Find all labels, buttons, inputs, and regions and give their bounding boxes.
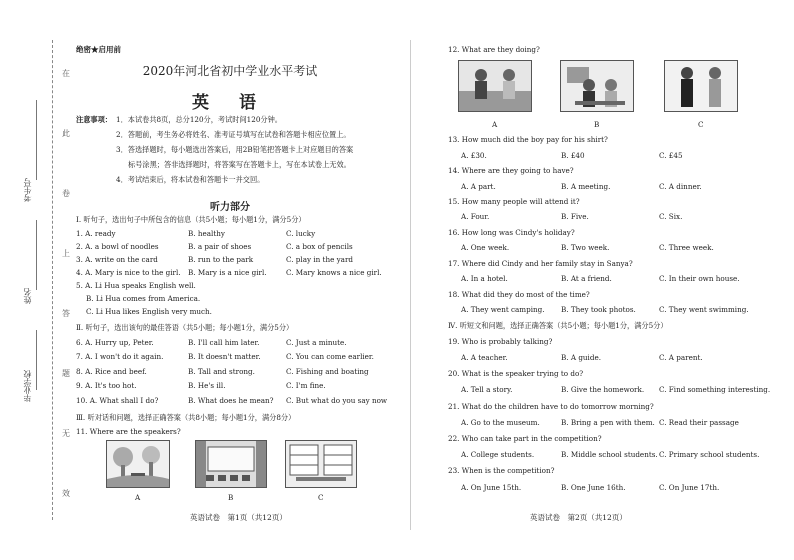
kitchen-picture (458, 60, 532, 112)
page-footer: 英语试卷 第1页（共12页） (190, 513, 287, 522)
option-b: B. They took photos. (561, 305, 636, 314)
park-scene-icon (107, 441, 169, 487)
field-name: 姓名 (23, 288, 32, 304)
people-cooking-icon (459, 61, 531, 111)
option-c: C. Find something interesting. (659, 385, 771, 394)
option-b: B. healthy (188, 229, 225, 238)
question-1: 1. A. ready (76, 229, 116, 238)
note-item: 1．本试卷共8页，总分120分，考试时间120分钟。 (116, 115, 282, 124)
page-footer: 英语试卷 第2页（共12页） (530, 513, 627, 522)
note-item: 2．答题前，考生务必将姓名、准考证号填写在试卷和答题卡相应位置上。 (116, 130, 351, 139)
question-8: 8. A. Rice and beef. (76, 367, 147, 376)
question-10: 10. A. What shall I do? (76, 396, 159, 405)
option-c: C. Mary knows a nice girl. (286, 268, 382, 277)
exam-title: 2020年河北省初中学业水平考试 (142, 64, 318, 78)
option-a: A. One week. (461, 243, 510, 252)
question-15: 15. How many people will attend it? (448, 197, 580, 206)
option-a: A. A teacher. (461, 353, 508, 362)
picture-label: C (698, 120, 704, 129)
question-17: 17. Where did Cindy and her family stay in Sanya? (448, 259, 633, 268)
listening-section-title: 听力部分 (210, 202, 250, 213)
question-22: 22. Who can take part in the competition? (448, 434, 602, 443)
option-c: C. They went swimming. (659, 305, 749, 314)
question-3: 3. A. write on the card (76, 255, 158, 264)
binding-cut-line (52, 40, 53, 520)
option-b: B. a pair of shoes (188, 242, 252, 251)
library-scene-icon (286, 441, 356, 487)
option-c: C. lucky (286, 229, 316, 238)
option-b: B. Bring a pen with them. (561, 418, 655, 427)
option-b: B. Give the homework. (561, 385, 645, 394)
section-2-instructions: Ⅱ. 听句子，选出该句的最佳答语（共5小题；每小题1分，满分5分） (76, 323, 294, 332)
question-9: 9. A. It's too hot. (76, 381, 137, 390)
option-c: C. Read their passage (659, 418, 739, 427)
option-c: C. play in the yard (286, 255, 353, 264)
picture-label: A (135, 493, 141, 502)
cinema-scene-icon (196, 441, 266, 487)
option-b: B. I'll call him later. (188, 338, 260, 347)
note-item: 4．考试结束后，将本试卷和答题卡一并交回。 (116, 175, 265, 184)
option-c: C. In their own house. (659, 274, 740, 283)
question-4: 4. A. Mary is nice to the girl. (76, 268, 181, 277)
note-item: 标号涂黑；答非选择题时，将答案写在答题卡上，写在本试卷上无效。 (128, 160, 351, 169)
option-b: B. Five. (561, 212, 589, 221)
seal-char: 此 (62, 129, 70, 138)
option-c: C. a box of pencils (286, 242, 353, 251)
question-6: 6. A. Hurry up, Peter. (76, 338, 154, 347)
option-a: A. Tell a story. (461, 385, 513, 394)
option-a: A. Go to the museum. (461, 418, 540, 427)
notes-title: 注意事项： (76, 115, 112, 124)
option-c: C. A dinner. (659, 182, 702, 191)
question-20: 20. What is the speaker trying to do? (448, 369, 584, 378)
option-a: A. They went camping. (461, 305, 545, 314)
option-b: B. One June 16th. (561, 483, 626, 492)
question-12: 12. What are they doing? (448, 45, 540, 54)
question-18: 18. What did they do most of the time? (448, 290, 590, 299)
section-4-instructions: Ⅳ. 听短文和问题，选择正确答案（共5小题；每小题1分，满分5分） (448, 321, 668, 330)
note-item: 3．答选择题时，每小题选出答案后，用2B铅笔把答题卡上对应题目的答案 (116, 145, 354, 154)
seal-char: 题 (62, 369, 70, 378)
cinema-picture (195, 440, 267, 488)
option-c: C. On June 17th. (659, 483, 720, 492)
option-c: C. Just a minute. (286, 338, 347, 347)
seal-char: 无 (62, 429, 70, 438)
option-a: A. Four. (461, 212, 490, 221)
question-11: 11. Where are the speakers? (76, 427, 181, 436)
option-b: B. He's ill. (188, 381, 226, 390)
option-c: C. Primary school students. (659, 450, 760, 459)
option-c: C. Six. (659, 212, 683, 221)
option-c: C. But what do you say now (286, 396, 388, 405)
question-21: 21. What do the children have to do tomorrow morning? (448, 402, 654, 411)
question-14: 14. Where are they going to have? (448, 166, 574, 175)
field-school: 毕业学校 (23, 370, 32, 402)
option-a: A. College students. (461, 450, 535, 459)
question-2: 2. A. a bowl of noodles (76, 242, 159, 251)
picture-label: C (318, 493, 324, 502)
question-13: 13. How much did the boy pay for his shirt? (448, 135, 608, 144)
question-19: 19. Who is probably talking? (448, 337, 553, 346)
option-b: B. Tall and strong. (188, 367, 255, 376)
question-16: 16. How long was Cindy's holiday? (448, 228, 575, 237)
section-3-instructions: Ⅲ. 听对话和问题，选择正确答案（共8小题；每小题1分，满分8分） (76, 413, 296, 422)
seal-char: 效 (62, 489, 70, 498)
option-b: B. A guide. (561, 353, 601, 362)
field-underline (36, 100, 37, 180)
park-picture (106, 440, 170, 488)
option-b: B. What does he mean? (188, 396, 274, 405)
option-c: C. You can come earlier. (286, 352, 374, 361)
option-b: B. run to the park (188, 255, 254, 264)
library-picture (285, 440, 357, 488)
option-b: B. £40 (561, 151, 585, 160)
secret-mark: 绝密★启用前 (76, 45, 121, 54)
option-b: B. Mary is a nice girl. (188, 268, 267, 277)
option-b: B. Two week. (561, 243, 610, 252)
question-5-option-c: C. Li Hua likes English very much. (86, 307, 212, 316)
option-a: A. On June 15th. (461, 483, 522, 492)
question-5-option-b: B. Li Hua comes from America. (86, 294, 201, 303)
question-23: 23. When is the competition? (448, 466, 555, 475)
subject-title: 英 语 (192, 93, 268, 113)
option-b: B. It doesn't matter. (188, 352, 261, 361)
option-c: C. I'm fine. (286, 381, 326, 390)
exam-page-2 (400, 0, 794, 560)
field-underline (36, 220, 37, 290)
option-a: A. £30. (461, 151, 487, 160)
option-b: B. At a friend. (561, 274, 612, 283)
option-a: A. A part. (461, 182, 496, 191)
option-a: A. In a hotel. (461, 274, 508, 283)
people-studying-icon (561, 61, 633, 111)
question-7: 7. A. I won't do it again. (76, 352, 164, 361)
option-c: C. A parent. (659, 353, 703, 362)
study-picture (560, 60, 634, 112)
option-b: B. Middle school students. (561, 450, 658, 459)
section-1-instructions: Ⅰ. 听句子，选出句子中所包含的信息（共5小题；每小题1分，满分5分） (76, 215, 306, 224)
picture-label: A (492, 120, 498, 129)
seal-char: 上 (62, 249, 70, 258)
option-b: B. A meeting. (561, 182, 611, 191)
seal-char: 在 (62, 69, 70, 78)
question-5-option-a: 5. A. Li Hua speaks English well. (76, 281, 196, 290)
seal-char: 卷 (62, 189, 70, 198)
option-c: C. Three week. (659, 243, 714, 252)
seal-char: 答 (62, 309, 70, 318)
option-c: C. Fishing and boating (286, 367, 369, 376)
talking-picture (664, 60, 738, 112)
picture-label: B (228, 493, 234, 502)
option-c: C. £45 (659, 151, 683, 160)
field-exam-number: 考生号 (23, 178, 32, 202)
picture-label: B (594, 120, 600, 129)
field-underline (36, 330, 37, 390)
people-talking-icon (665, 61, 737, 111)
